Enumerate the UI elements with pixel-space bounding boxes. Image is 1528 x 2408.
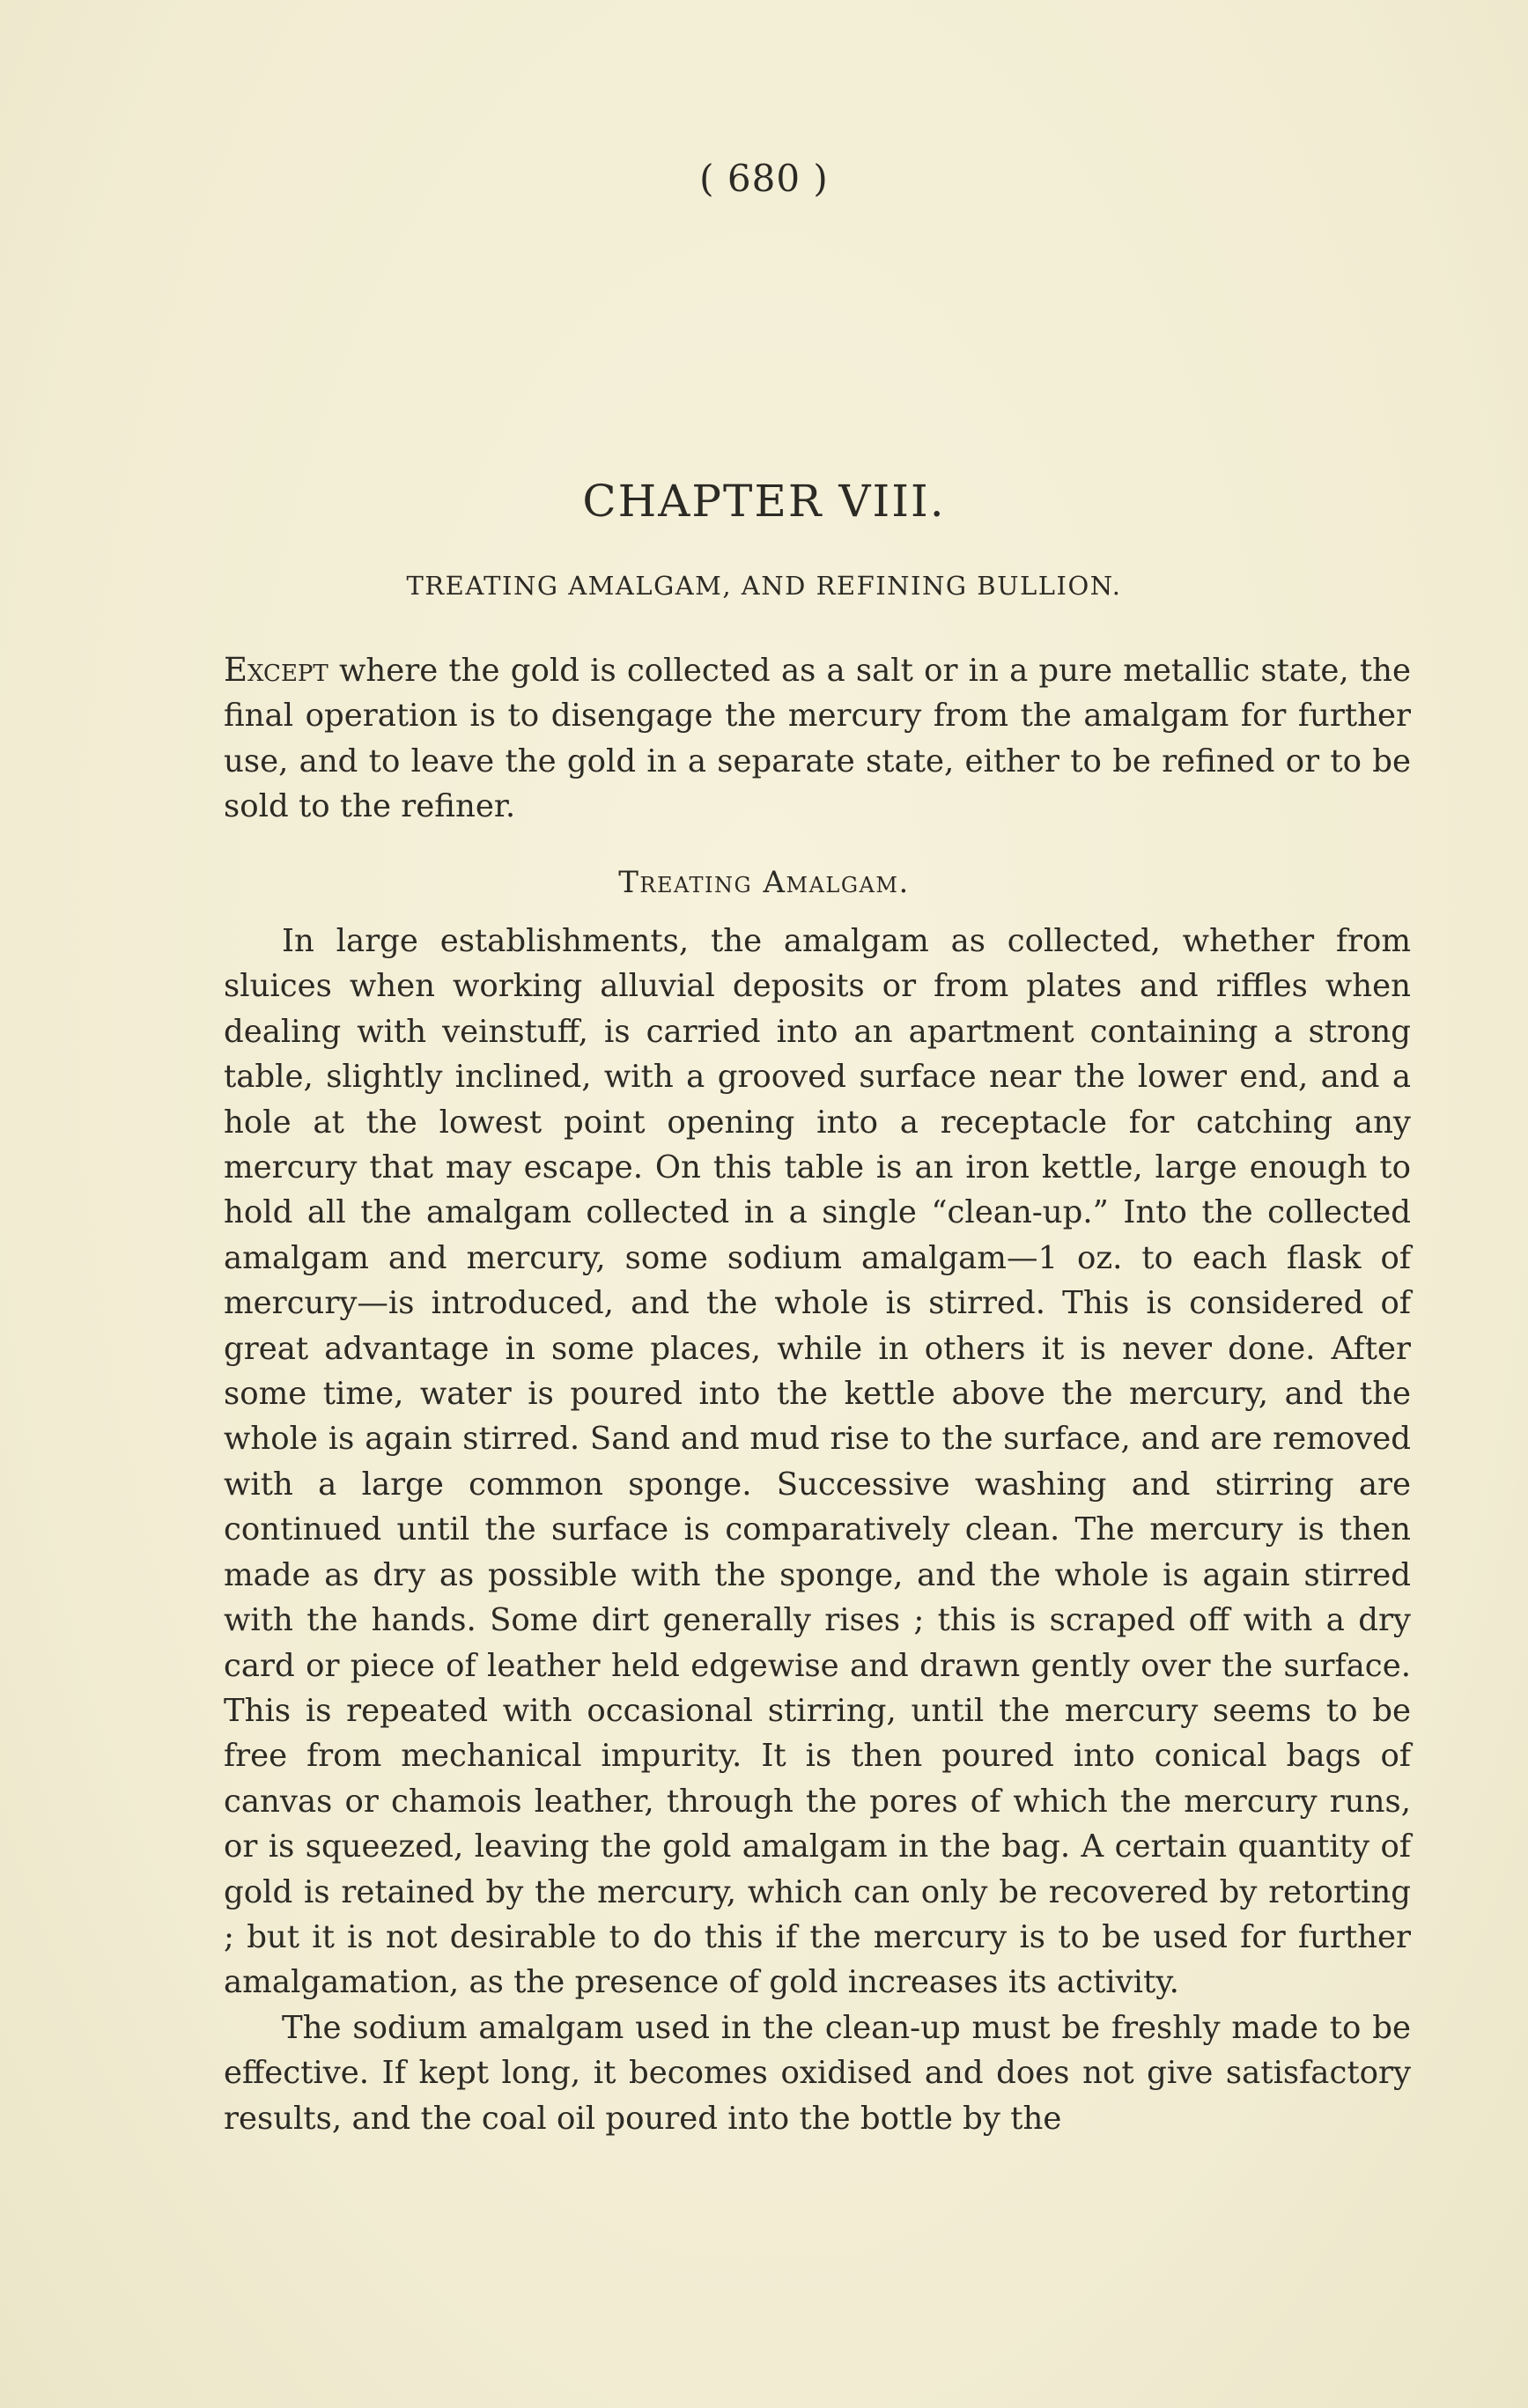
chapter-title: CHAPTER VIII. (582, 476, 946, 527)
section-body (224, 919, 1411, 2141)
chapter-subtitle: TREATING AMALGAM, AND REFINING BULLION. (406, 571, 1122, 601)
body-paragraph: The sodium amalgam used in the clean-up must be freshly made to be effective. If kept long, it becomes oxidised and does not give satisfactory results, and the coal oil poured into the bottle by the (224, 2009, 1411, 2137)
intro-paragraph (224, 647, 1411, 830)
body-paragraph: In large establishments, the amalgam as collected, whether from sluices when working alluvial deposits or from plates and riffles when dealing with veinstuff, is carried into an apartment containing a strong table, slightly inclined, with a grooved surface near the lower end, and a hole at the lowest point opening into a receptacle for catching any mercury that may escape. On this table is an iron kettle, large enough to hold all the amalgam collected in a single “clean-up.” Into the collected amalgam and mercury, some sodium amalgam—1 oz. to each flask of mercury—is introduced, and the whole is stirred. This is considered of great advantage in some places, while in others it is never done. After some time, water is poured into the kettle above the mercury, and the whole is again stirred. Sand and mud rise to the surface, and are removed with a large common sponge. Successive washing and stirring are continued until the surface is comparatively clean. The mercury is then made as dry as possible with the sponge, and the whole is again stirred with the hands. Some dirt generally rises ; this is scraped off with a dry card or piece of leather held edgewise and drawn gently over the surface. This is repeated with occasional stirring, until the mercury seems to be free from mechanical impurity. It is then poured into conical bags of canvas or chamois leather, through the pores of which the mercury runs, or is squeezed, leaving the gold amalgam in the bag. A certain quantity of gold is retained by the mercury, which can only be recovered by retorting ; but it is not desirable to do this if the mercury is to be used for further amalgamation, as the presence of gold increases its activity. (224, 923, 1411, 2001)
page-number: ( 680 ) (699, 157, 829, 200)
intro-text: where the gold is collected as a salt or in a pure metallic state, the final operation is to disengage the mercury from the amalgam for further use, and to leave the gold in a separate state, either to be refined or to be sold to the refiner. (224, 653, 1411, 825)
section-heading: Treating Amalgam. (618, 865, 910, 900)
intro-lead-word: Except (224, 651, 328, 689)
